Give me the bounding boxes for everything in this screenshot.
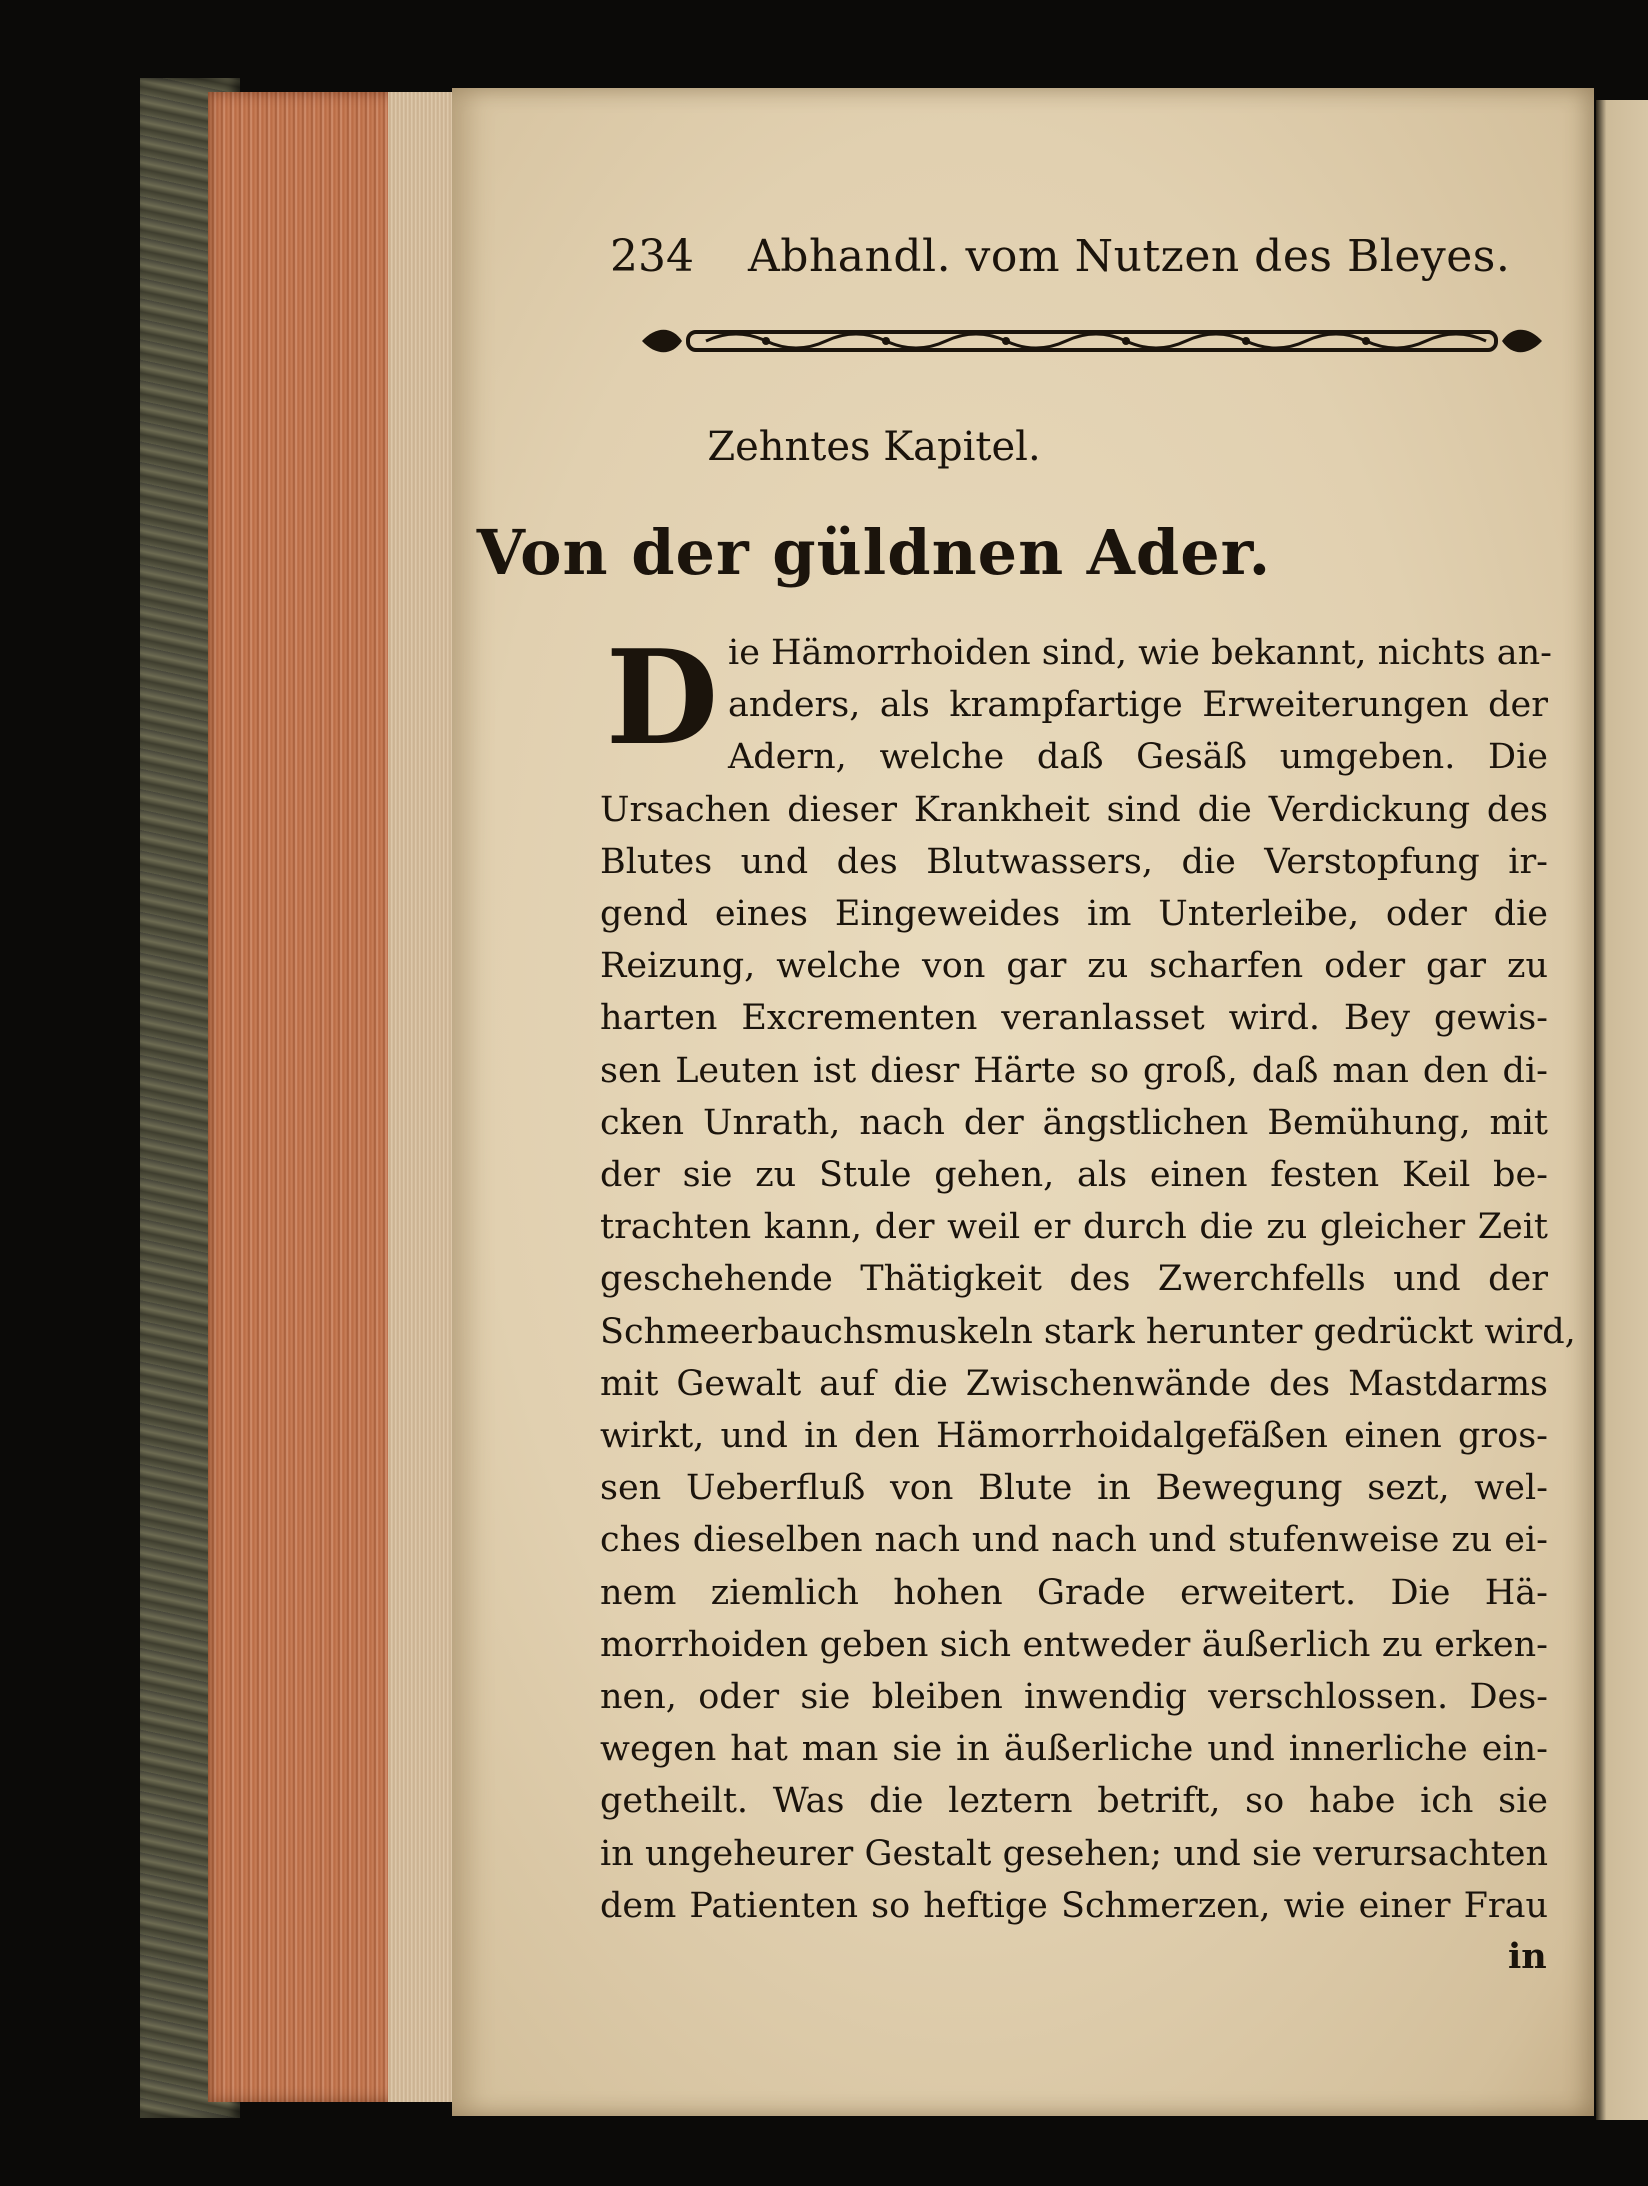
ornament-rule (636, 318, 1548, 364)
text-line: dem Patienten so heftige Schmerzen, wie einer Frau (600, 1885, 1548, 1926)
text-line: Reizung, welche von gar zu scharfen oder gar zu (600, 946, 1548, 987)
text-line: anders, als krampfartige Erweiterungen der (728, 685, 1548, 726)
catchword: in (1508, 1936, 1547, 1977)
text-line: sen Ueberfluß von Blute in Bewegung sezt, wel- (600, 1468, 1548, 1509)
text-line: sen Leuten ist diesr Härte so groß, daß man den di- (600, 1050, 1548, 1091)
text-line: Adern, welche daß Gesäß umgeben. Die (728, 737, 1548, 778)
text-line: Ursachen dieser Krankheit sind die Verdickung des (600, 789, 1548, 830)
text-line: wirkt, und in den Hämorrhoidalgefäßen einen gros- (600, 1416, 1548, 1456)
text-line: ie Hämorrhoiden sind, wie bekannt, nichts an- (728, 633, 1552, 673)
page-number: 234 (610, 231, 694, 282)
text-line: morrhoiden geben sich entweder äußerlich zu erken- (600, 1624, 1548, 1665)
text-line: geschehende Thätigkeit des Zwerchfells und der (600, 1259, 1548, 1300)
text-line: cken Unrath, nach der ängstlichen Bemühung, mit (600, 1102, 1548, 1143)
text-line: harten Excrementen veranlasset wird. Bey gewis- (600, 998, 1548, 1039)
text-line: der sie zu Stule gehen, als einen festen Keil be- (600, 1155, 1548, 1195)
text-line: nem ziemlich hohen Grade erweitert. Die Hä- (600, 1572, 1548, 1613)
text-line: trachten kann, der weil er durch die zu gleicher Zeit (600, 1207, 1548, 1248)
text-line: mit Gewalt auf die Zwischenwände des Mastdarms (600, 1363, 1548, 1404)
text-line: nen, oder sie bleiben inwendig verschlossen. Des- (600, 1677, 1548, 1717)
text-line: wegen hat man sie in äußerliche und innerliche ein- (600, 1729, 1548, 1770)
text-line: ches dieselben nach und nach und stufenweise zu ei- (600, 1520, 1548, 1561)
page-edges-inner (388, 92, 458, 2102)
text-line: Schmeerbauchsmuskeln stark herunter gedrückt wird, (600, 1311, 1576, 1352)
facing-page-edge (1596, 100, 1648, 2120)
drop-cap: D (605, 621, 719, 774)
text-line: gend eines Eingeweides im Unterleibe, oder die (600, 894, 1548, 934)
text-line: Blutes und des Blutwassers, die Verstopfung ir- (600, 841, 1548, 882)
text-line: in ungeheurer Gestalt gesehen; und sie verursachten (600, 1833, 1548, 1874)
running-head-title: Abhandl. vom Nutzen des Bleyes. (748, 231, 1511, 282)
chapter-number: Zehntes Kapitel. (707, 424, 1041, 470)
text-line: getheilt. Was die leztern betrift, so habe ich sie (600, 1781, 1548, 1822)
chapter-title: Von der güldnen Ader. (476, 516, 1272, 589)
